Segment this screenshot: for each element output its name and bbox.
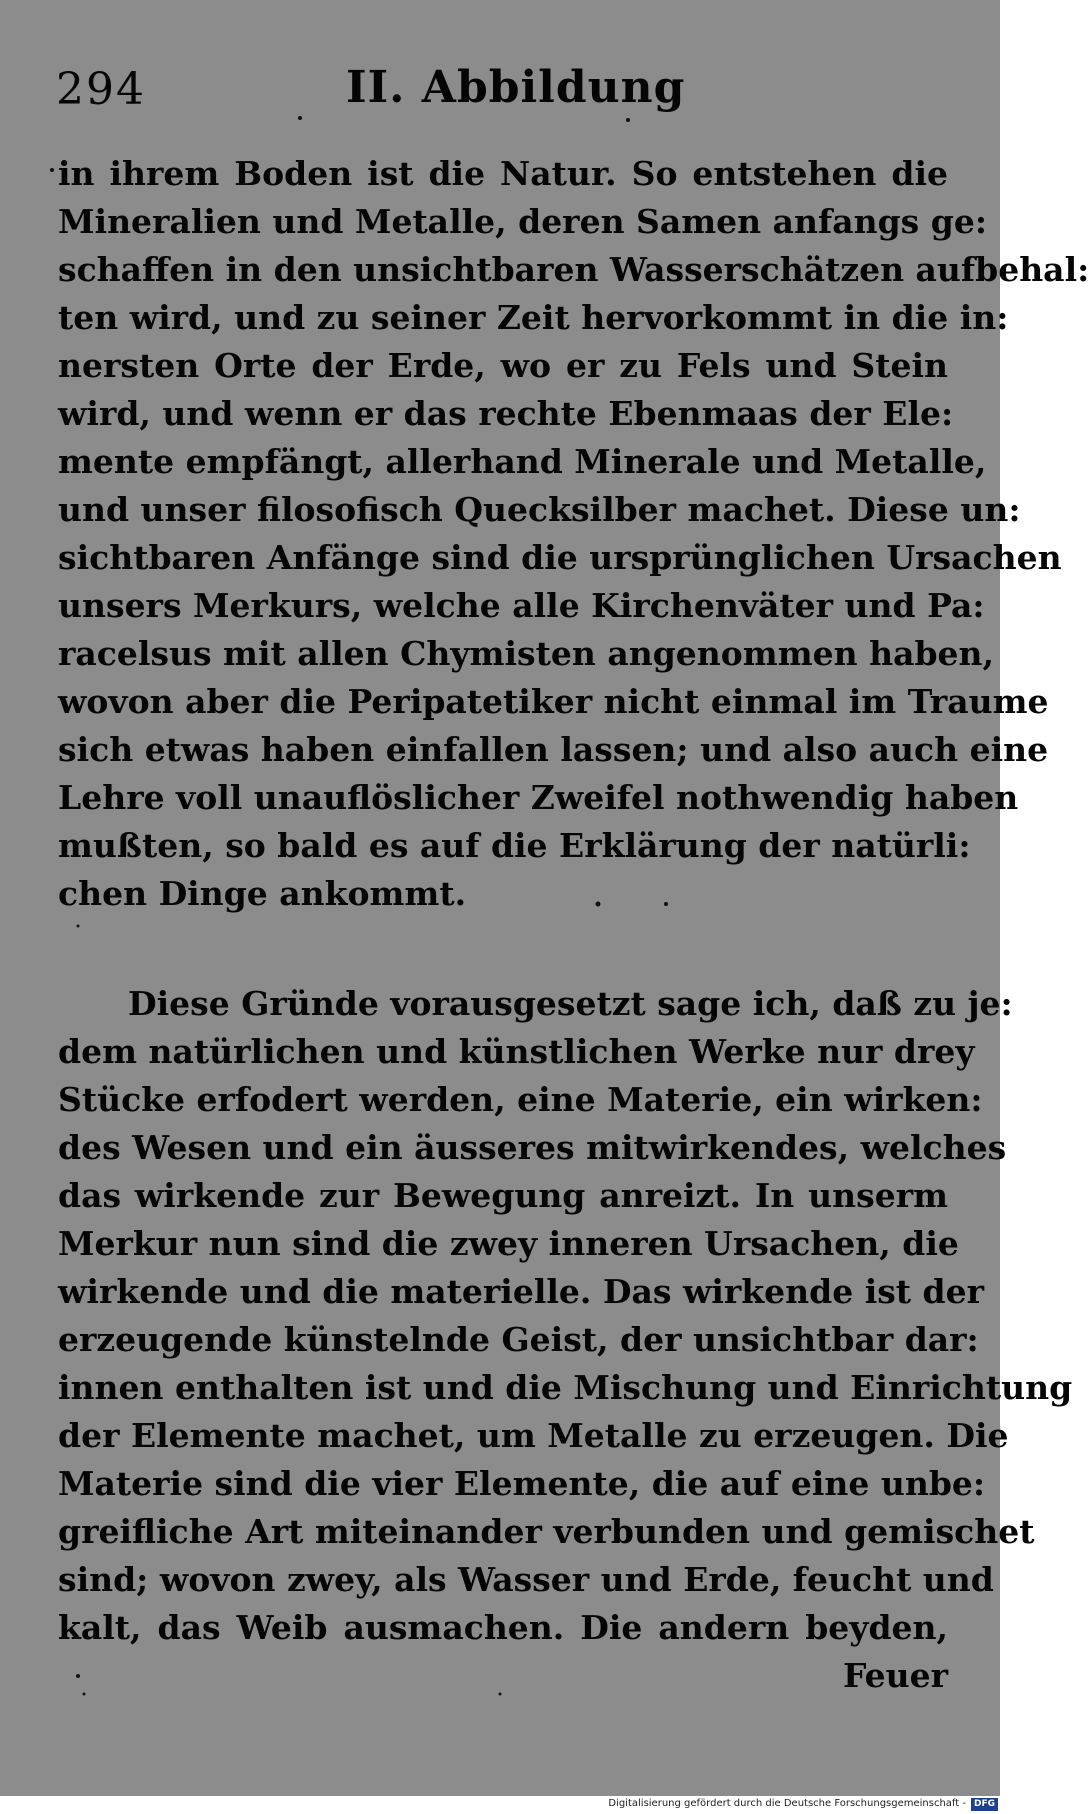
text-line: Diese Gründe vorausgesetzt sage ich, daß zu je: (128, 984, 1013, 1023)
text-line: nersten Orte der Erde, wo er zu Fels und Stein (58, 346, 948, 385)
text-line: wird, und wenn er das rechte Ebenmaas der Ele: (58, 394, 954, 433)
paragraph-2 (58, 980, 1073, 1652)
text-line: und unser filosofisch Quecksilber machet. Diese un: (58, 490, 1021, 529)
text-line: sind; wovon zwey, als Wasser und Erde, feucht und (58, 1560, 994, 1599)
text-line: innen enthalten ist und die Mischung und Einrichtung (58, 1368, 1073, 1407)
text-line: schaffen in den unsichtbaren Wasserschätzen aufbehal: (58, 250, 1089, 289)
text-line: des Wesen und ein äusseres mitwirkendes, welches (58, 1128, 1007, 1167)
running-head: II. Abbildung (346, 62, 686, 113)
page-header (56, 54, 956, 124)
text-line: der Elemente machet, um Metalle zu erzeugen. Die (58, 1416, 1009, 1455)
paragraph-1 (58, 150, 1089, 918)
text-line: sich etwas haben einfallen lassen; und also auch eine (58, 730, 1049, 769)
text-line: das wirkende zur Bewegung anreizt. In unserm (58, 1176, 948, 1215)
text-line: erzeugende künstelnde Geist, der unsichtbar dar: (58, 1320, 979, 1359)
text-line: wirkende und die materielle. Das wirkende ist der (58, 1272, 984, 1311)
footer-bar (0, 1796, 1000, 1814)
text-line: Stücke erfodert werden, eine Materie, ein wirken: (58, 1080, 983, 1119)
funding-credit: Digitalisierung gefördert durch die Deutsche Forschungsgemeinschaft - (608, 1798, 966, 1809)
text-line: unsers Merkurs, welche alle Kirchenväter und Pa: (58, 586, 985, 625)
text-line: dem natürlichen und künstlichen Werke nur drey (58, 1032, 975, 1071)
dfg-logo-icon: DFG (971, 1798, 998, 1811)
text-line: wovon aber die Peripatetiker nicht einmal im Traume (58, 682, 1049, 721)
text-line: ten wird, und zu seiner Zeit hervorkommt in die in: (58, 298, 1009, 337)
text-line: mußten, so bald es auf die Erklärung der natürli: (58, 826, 971, 865)
text-line: racelsus mit allen Chymisten angenommen haben, (58, 634, 995, 673)
text-line: sichtbaren Anfänge sind die ursprünglichen Ursachen (58, 538, 1062, 577)
text-line: Merkur nun sind die zwey inneren Ursachen, die (58, 1224, 959, 1263)
text-line: greifliche Art miteinander verbunden und gemischet (58, 1512, 1035, 1551)
text-line: chen Dinge ankommt. (58, 874, 467, 913)
text-line: Materie sind die vier Elemente, die auf eine unbe: (58, 1464, 986, 1503)
catchword: Feuer (843, 1656, 948, 1695)
page-number: 294 (56, 64, 146, 115)
text-line: kalt, das Weib ausmachen. Die andern beyden, (58, 1608, 948, 1647)
paragraph-gap (58, 918, 948, 980)
body-text (58, 150, 1089, 1700)
text-line: mente empfängt, allerhand Minerale und Metalle, (58, 442, 987, 481)
text-line: Mineralien und Metalle, deren Samen anfangs ge: (58, 202, 987, 241)
text-line: in ihrem Boden ist die Natur. So entstehen die (58, 154, 948, 193)
text-line: Lehre voll unauflöslicher Zweifel nothwendig haben (58, 778, 1019, 817)
